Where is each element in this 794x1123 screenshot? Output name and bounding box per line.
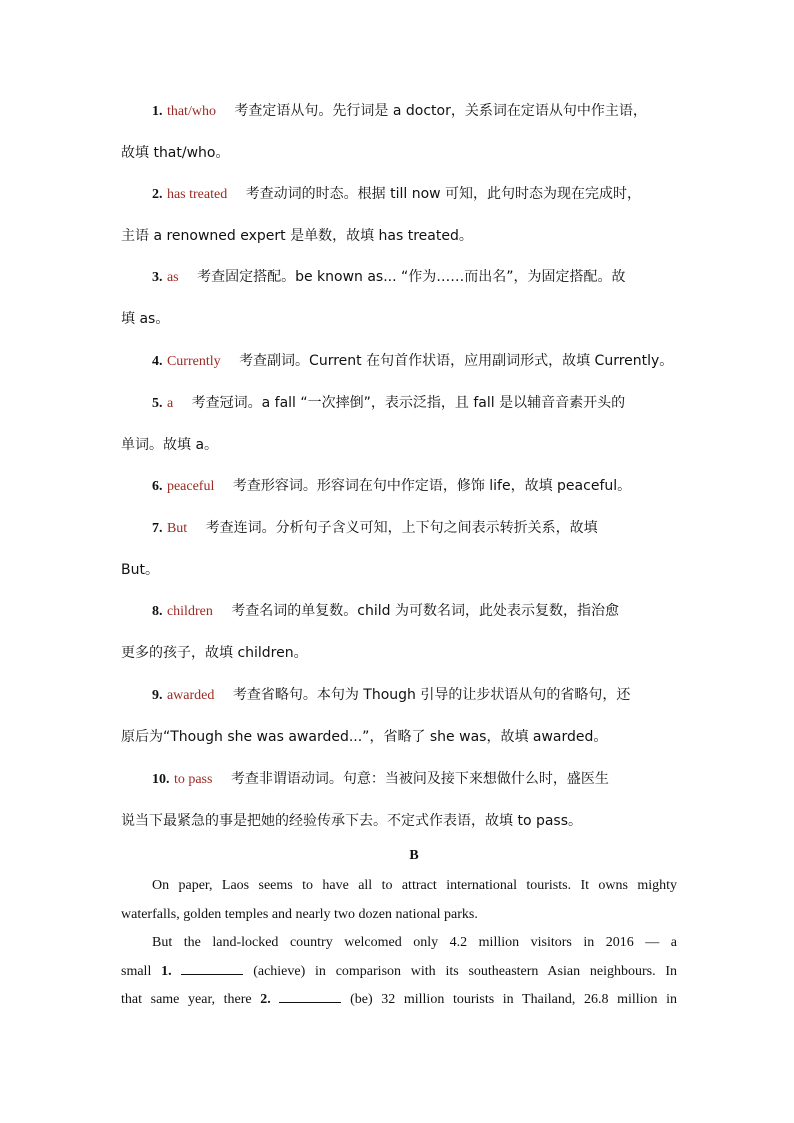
passage-text: that same year, there <box>121 992 252 1007</box>
item-answer: peaceful <box>166 479 215 494</box>
item-answer: a <box>166 396 174 411</box>
item-explanation-line: 考查副词。Current 在句首作状语，应用副词形式，故填 Currently。 <box>239 353 674 369</box>
item-explanation-line: 考查冠词。a fall “一次摔倒”，表示泛指，且 fall 是以辅音音素开头的 <box>191 395 626 411</box>
item-explanation-line: 考查非谓语动词。句意：当被问及接下来想做什么时，盛医生 <box>230 771 609 787</box>
item-explanation-line: 主语 a renowned expert 是单数，故填 has treated。 <box>121 228 473 244</box>
item-number: 6. <box>152 479 163 494</box>
item-number: 1. <box>152 104 163 119</box>
passage-text: (achieve) in comparison with its southeastern Asian neighbours. In <box>253 963 677 979</box>
passage-text: small <box>121 963 152 979</box>
item-answer: Currently <box>166 354 221 369</box>
answer-item-7 <box>121 507 681 591</box>
passage-line-with-blank-1 <box>121 958 677 987</box>
item-answer: has treated <box>166 187 228 202</box>
answer-item-1 <box>121 90 681 174</box>
item-answer: But <box>166 521 188 536</box>
answer-item-3 <box>121 256 681 340</box>
item-number: 3. <box>152 270 163 285</box>
answer-item-2 <box>121 173 681 257</box>
item-number: 7. <box>152 521 163 536</box>
item-explanation-line: 考查动词的时态。根据 till now 可知，此句时态为现在完成时， <box>245 186 642 202</box>
item-answer: awarded <box>166 688 215 703</box>
item-explanation-line: 考查形容词。形容词在句中作定语，修饰 life，故填 peaceful。 <box>232 478 632 494</box>
passage-text: (be) 32 million tourists in Thailand, 26.8 million in <box>350 992 677 1007</box>
item-explanation-line: 考查省略句。本句为 Though 引导的让步状语从句的省略句，还 <box>232 687 631 703</box>
item-explanation-line: 考查定语从句。先行词是 a doctor，关系词在定语从句中作主语， <box>234 103 647 119</box>
answer-item-10 <box>121 758 681 842</box>
item-answer: as <box>166 270 179 285</box>
item-number: 2. <box>152 187 163 202</box>
item-number: 4. <box>152 354 163 369</box>
passage-line-with-blank-2 <box>121 986 677 1015</box>
item-number: 5. <box>152 396 163 411</box>
answer-blank-1[interactable] <box>181 960 243 975</box>
blank-number: 1. <box>161 963 172 979</box>
blank-number: 2. <box>260 992 271 1007</box>
item-explanation-line: 考查连词。分析句子含义可知，上下句之间表示转折关系，故填 <box>205 520 598 536</box>
item-explanation-line: But。 <box>121 562 159 578</box>
item-answer: to pass <box>173 772 213 787</box>
item-explanation-line: 单词。故填 a。 <box>121 437 219 453</box>
item-explanation-line: 更多的孩子，故填 children。 <box>121 645 308 661</box>
item-explanation-line: 考查名词的单复数。child 为可数名词，此处表示复数，指治愈 <box>231 603 619 619</box>
item-explanation-line: 考查固定搭配。be known as... “作为……而出名”，为固定搭配。故 <box>197 269 626 285</box>
item-explanation-line: 说当下最紧急的事是把她的经验传承下去。不定式作表语，故填 to pass。 <box>121 813 583 829</box>
item-answer: that/who <box>166 104 216 119</box>
reading-passage <box>121 872 677 1015</box>
item-explanation-line: 原后为“Though she was awarded...”，省略了 she was，故填 awarded。 <box>121 729 608 745</box>
item-number: 10. <box>152 772 170 787</box>
item-explanation-line: 填 as。 <box>121 311 170 327</box>
item-explanation-line: 故填 that/who。 <box>121 145 230 161</box>
answer-item-8 <box>121 590 681 674</box>
item-answer: children <box>166 604 213 619</box>
passage-line: waterfalls, golden temples and nearly two dozen national parks. <box>121 906 478 922</box>
answer-item-4 <box>121 340 681 382</box>
item-number: 8. <box>152 604 163 619</box>
passage-line: On paper, Laos seems to have all to attract international tourists. It owns mighty <box>152 878 677 893</box>
answer-item-9 <box>121 674 681 758</box>
answer-blank-2[interactable] <box>279 988 341 1003</box>
passage-line: But the land-locked country welcomed only 4.2 million visitors in 2016 — a <box>152 935 677 950</box>
section-heading: B <box>409 848 419 863</box>
item-number: 9. <box>152 688 163 703</box>
answer-item-5 <box>121 382 681 466</box>
answer-item-6 <box>121 465 681 507</box>
